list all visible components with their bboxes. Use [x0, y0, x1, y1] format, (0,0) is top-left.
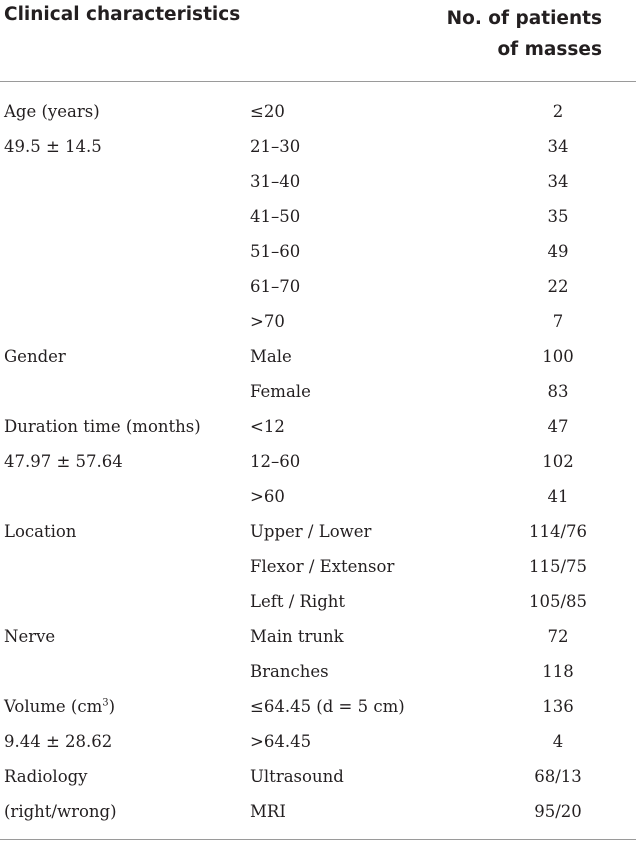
category-cell: 12–60 [250, 452, 301, 471]
characteristic-text: 49.5 ± 14.5 [4, 137, 102, 156]
bottom-rule [0, 839, 636, 840]
count-cell: 34 [547, 137, 569, 156]
category-cell: <12 [250, 417, 285, 436]
category-cell: >60 [250, 487, 285, 506]
table-row [0, 591, 638, 626]
header-rule [0, 81, 636, 82]
table-row [0, 486, 638, 521]
count-cell: 105/85 [528, 592, 588, 611]
count-cell: 47 [547, 417, 569, 436]
category-cell: 61–70 [250, 277, 301, 296]
table-row [0, 346, 638, 381]
count-cell: 72 [547, 627, 569, 646]
category-cell: >70 [250, 312, 285, 331]
characteristic-text: Age (years) [4, 102, 100, 121]
table-row [0, 696, 638, 731]
characteristic-cell [4, 766, 88, 788]
category-cell: 31–40 [250, 172, 301, 191]
characteristic-text: Volume (cm [4, 697, 103, 716]
characteristic-text-suffix: ) [108, 697, 116, 716]
characteristic-text: Radiology [4, 767, 88, 786]
count-cell: 4 [552, 732, 564, 751]
table-row [0, 381, 638, 416]
category-cell: Upper / Lower [250, 522, 372, 541]
characteristic-text: Nerve [4, 627, 56, 646]
table-row [0, 556, 638, 591]
table-header-characteristics: Clinical characteristics [4, 4, 241, 25]
table-row [0, 521, 638, 556]
count-cell: 35 [547, 207, 569, 226]
category-cell: Ultrasound [250, 767, 344, 786]
category-cell: MRI [250, 802, 286, 821]
count-cell: 100 [542, 347, 574, 366]
count-cell: 7 [552, 312, 564, 331]
characteristic-cell [4, 101, 100, 123]
count-cell: 41 [547, 487, 569, 506]
count-cell: 22 [547, 277, 569, 296]
table-row [0, 661, 638, 696]
count-cell: 83 [547, 382, 569, 401]
characteristic-cell [4, 626, 55, 648]
characteristic-text: 47.97 ± 57.64 [4, 452, 123, 471]
table-row [0, 276, 638, 311]
header-line-2: of masses [497, 39, 602, 60]
characteristic-text: Duration time (months) [4, 417, 201, 436]
table-row [0, 311, 638, 346]
characteristic-cell [4, 346, 66, 368]
table-row [0, 626, 638, 661]
category-cell: ≤64.45 (d = 5 cm) [250, 697, 405, 716]
characteristic-cell [4, 451, 123, 473]
table-row [0, 101, 638, 136]
category-cell: ≤20 [250, 102, 285, 121]
table-row [0, 241, 638, 276]
table-row [0, 801, 638, 836]
category-cell: >64.45 [250, 732, 312, 751]
count-cell: 102 [542, 452, 574, 471]
characteristic-text: Location [4, 522, 77, 541]
characteristic-cell [4, 801, 117, 823]
count-cell: 34 [547, 172, 569, 191]
category-cell: Left / Right [250, 592, 346, 611]
count-cell: 95/20 [534, 802, 582, 821]
count-cell: 49 [547, 242, 569, 261]
table-row [0, 731, 638, 766]
count-cell: 118 [542, 662, 574, 681]
category-cell: Branches [250, 662, 329, 681]
count-cell: 136 [542, 697, 574, 716]
count-cell: 115/75 [528, 557, 588, 576]
category-cell: 51–60 [250, 242, 301, 261]
category-cell: Male [250, 347, 292, 366]
characteristic-cell [4, 696, 115, 718]
header-line-1: No. of patients [446, 8, 602, 29]
table-row [0, 766, 638, 801]
category-cell: Main trunk [250, 627, 344, 646]
characteristic-text: 9.44 ± 28.62 [4, 732, 113, 751]
category-cell: Female [250, 382, 311, 401]
characteristic-text: (right/wrong) [4, 802, 117, 821]
category-cell: 21–30 [250, 137, 301, 156]
characteristic-cell [4, 136, 102, 158]
category-cell: 41–50 [250, 207, 301, 226]
count-cell: 114/76 [528, 522, 588, 541]
characteristic-text: Gender [4, 347, 66, 366]
unit-superscript: 3 [102, 697, 109, 709]
category-cell: Flexor / Extensor [250, 557, 395, 576]
table-row [0, 206, 638, 241]
characteristic-cell [4, 416, 201, 438]
table-header-patients [447, 3, 602, 65]
characteristic-cell [4, 731, 112, 753]
table-row [0, 451, 638, 486]
table-row [0, 171, 638, 206]
count-cell: 68/13 [534, 767, 582, 786]
table-row [0, 136, 638, 171]
count-cell: 2 [552, 102, 564, 121]
characteristic-cell [4, 521, 76, 543]
table-row [0, 416, 638, 451]
